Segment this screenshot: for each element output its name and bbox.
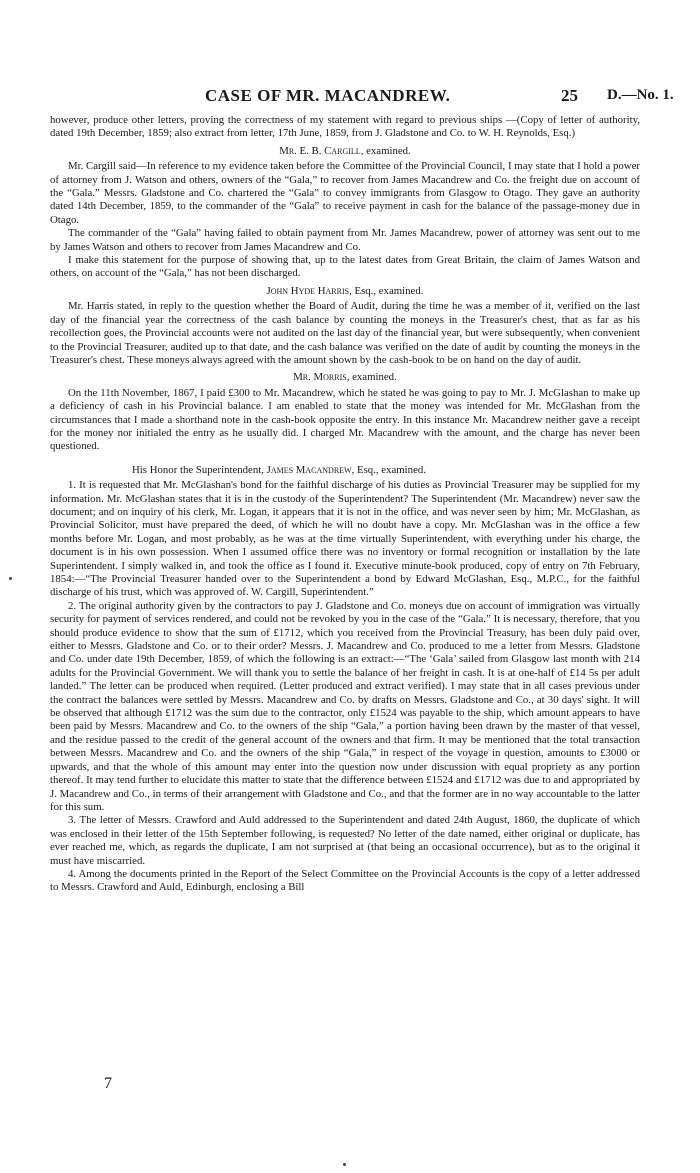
margin-speck xyxy=(9,577,12,580)
heading-suffix: , Esq., examined. xyxy=(349,284,424,297)
paragraph: 3. The letter of Messrs. Crawford and Auld addressed to the Superintendent and dated 24th August, 1860, the duplicate of which was enclosed in their letter of the 15th September following, is requested? No letter of the date named, either original or duplicate, has ever reached me, which, as regards the duplicate, I am not surprised at (that being an occasional occurrence), but as to the original it must have miscarried. xyxy=(50,814,640,867)
signature-mark: 7 xyxy=(104,1075,112,1092)
page-number: 25 xyxy=(561,86,578,105)
section-heading-cargill xyxy=(50,145,640,158)
paragraph: 1. It is requested that Mr. McGlashan's bond for the faithful discharge of his duties as Provincial Treasurer may be supplied for my information. Mr. McGlashan states that it is in the custody of the Superintendent? The Superintendent (Mr. Macandrew) never saw the document; and on inquiry of his clerk, Mr. Logan, it appears that it is not in the office, and was never seen by him; Mr. McGlashan, as Provincial Solicitor, must have prepared the deed, of which he will no doubt have a copy. Mr. McGlashan was in the office a few months before Mr. Logan, and most probably, as he was at the time virtually Superintendent, with everything under his charge, the document is in his own possession. When I assumed office there was no inventory or formal recognition or installation by the late Superintendent. I simply walked in, and took the office as I found it. Executive minute-book produced, copy of entry on 7th February, 1854:—“The Provincial Treasurer handed over to the Superintendent a bond by Edward McGlashan, Esq., M.P.C., for the faithful discharge of his trust, which was approved of. W. Cargill, Superintendent.” xyxy=(50,479,640,599)
page-header xyxy=(0,86,700,108)
heading-suffix: , examined. xyxy=(360,144,411,157)
margin-speck xyxy=(343,1163,346,1166)
witness-name: Mr. E. B. Cargill xyxy=(279,144,361,157)
heading-suffix: , examined. xyxy=(346,371,397,384)
paragraph: Mr. Cargill said—In reference to my evidence taken before the Committee of the Provincial Council, I may state that I hold a power of attorney from J. Watson and others, owners of the “Gala,” to recover from James Macandrew and Co. the freight due on account of the “Gala.” Messrs. Gladstone and Co. chartered the “Gala” to convey immigrants from Glasgow to Otago. They gave an authority dated 14th December, 1859, to the commander of the “Gala” to receive payment in cash for the balance of the passage-money due in Otago. xyxy=(50,160,640,226)
page-body xyxy=(50,114,640,895)
paragraph: 2. The original authority given by the contractors to pay J. Gladstone and Co. moneys due on account of immigration was virtually security for payment of services rendered, and could not be revoked by you in the case of the “Gala.” It is necessary, therefore, that you should produce evidence to show that the sum of £1712, which you received from the Provincial Treasury, has been duly paid over, either to Messrs. Gladstone and Co. or to their order? Messrs. J. Macandrew and Co. produced to me a letter from Messrs. Gladstone and Co. under date 19th December, 1859, of which the following is an extract:—“The ‘Gala’ sailed from Glasgow last month with 214 adults for the Provincial Government. We will thank you to settle the balance of her freight in cash. It is at one-half of £14 5s per adult landed.” The letter can be produced when required. (Letter produced and extract verified). I may state that in all cases previous under the contract the balances were settled by Messrs. Macandrew and Co. by drafts on Messrs. Gladstone and Co., at 30 days' sight. It will be observed that although £1712 was the sum due to the contractor, only £1524 was payable to the ship, which amount appears to have been paid by Messrs. Macandrew and Co. to the owners of the ship “Gala,” a portion having been drawn by the master of that vessel, and the residue passed to the credit of the general account of the owners and that firm. It may be mentioned that the total transaction between Messrs. Macandrew and Co. and the owners of the ship “Gala,” in respect of the voyage in question, amounts to £3000 or upwards, and that the whole of this amount may enter into the question now under discussion with equal propriety as any portion thereof. It may tend further to elucidate this matter to state that the difference between £1524 and £1712 was due to and appropriated by J. Macandrew and Co., in terms of their arrangement with Gladstone and Co., and that the former are in no way accountable to the latter for this sum. xyxy=(50,599,640,813)
witness-name: John Hyde Harris xyxy=(266,284,350,297)
heading-suffix: , Esq., examined. xyxy=(351,463,426,476)
document-reference: D.—No. 1. xyxy=(607,87,674,103)
paragraph: The commander of the “Gala” having failed to obtain payment from Mr. James Macandrew, power of attorney was sent out to me by James Watson and others to recover from James Macandrew and Co. xyxy=(50,227,640,253)
paragraph: however, produce other letters, proving the correctness of my statement with regard to previous ships —(Copy of letter of authority, dated 19th December, 1859; also extract from letter, 17th June, 1859, from J. Gladstone and Co. to W. H. Reynolds, Esq.) xyxy=(50,114,640,140)
paragraph: On the 11th November, 1867, I paid £300 to Mr. Macandrew, which he stated he was going to pay to Mr. J. McGlashan to make up a deficiency of cash in his Provincial balance. I am enabled to state that the money was intended for Mr. McGlashan from the circumstances that I made a shorthand note in the cash-book opposite the entry. In this instance Mr. Macandrew neither gave a receipt for the money nor initialed the entry as he usually did. I charged Mr. Macandrew with the amount, and the charge has never been questioned. xyxy=(50,386,640,453)
witness-name: James Macandrew xyxy=(266,463,352,476)
heading-prefix: His Honor the Superintendent, xyxy=(132,463,267,476)
page-title: CASE OF MR. MACANDREW. xyxy=(205,86,451,105)
paragraph: Mr. Harris stated, in reply to the question whether the Board of Audit, during the time he was a member of it, verified on the last day of the financial year the correctness of the cash balance by counting the moneys in the Treasurer's chest, that as far as his recollection goes, the Provincial accounts were not audited on the last day of the financial year, but were subsequently, when convenient to the Provincial Treasurer, audited up to that date, and the cash balance was verified on the date of audit by counting the moneys in the Treasurer's chest. These moneys always agreed with the amount shown by the cash-book to be on hand on the day of audit. xyxy=(50,300,640,366)
paragraph: 4. Among the documents printed in the Report of the Select Committee on the Provincial Accounts is the copy of a letter addressed to Messrs. Crawford and Auld, Edinburgh, enclosing a Bill xyxy=(50,867,640,894)
section-heading-morris xyxy=(50,371,640,384)
section-heading-superintendent xyxy=(50,464,640,477)
witness-name: Mr. Morris xyxy=(293,371,347,384)
paragraph: I make this statement for the purpose of showing that, up to the latest dates from Great Britain, the claim of James Watson and others, on account of the “Gala,” has not been discharged. xyxy=(50,254,640,280)
section-heading-harris xyxy=(50,285,640,298)
